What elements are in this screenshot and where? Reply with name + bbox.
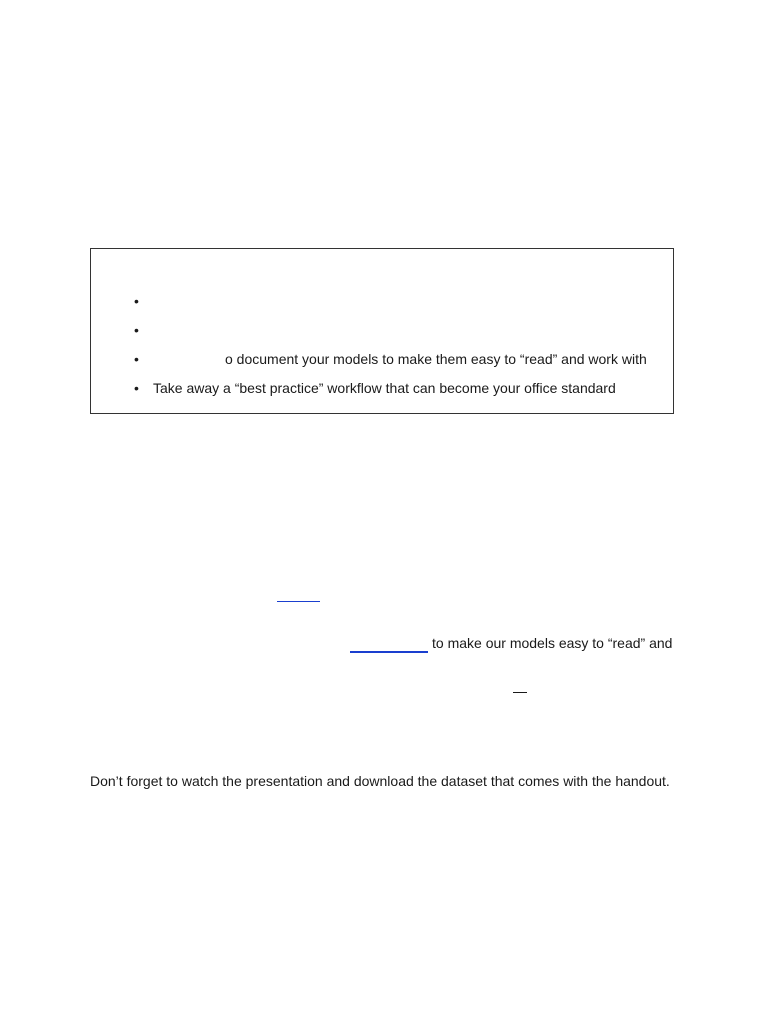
dash-mark: [513, 692, 527, 693]
learning-objectives-box: [90, 248, 674, 414]
bullet-icon: •: [134, 351, 139, 367]
objective-text: Take away a “best practice” workflow that can become your office standard: [153, 380, 616, 396]
body-text-line: to make our models easy to “read” and: [432, 635, 673, 651]
hyperlink-underline[interactable]: [277, 601, 320, 602]
objective-text: o document your models to make them easy to “read” and work with: [225, 351, 647, 367]
hyperlink-underline[interactable]: [350, 651, 428, 653]
bullet-icon: •: [134, 293, 139, 309]
list-item: [91, 287, 673, 316]
bullet-icon: •: [134, 322, 139, 338]
list-item: [91, 345, 673, 374]
list-item: [91, 374, 673, 403]
bullet-icon: •: [134, 380, 139, 396]
closing-paragraph: Don’t forget to watch the presentation and download the dataset that comes with the handout.: [90, 773, 670, 789]
list-item: [91, 316, 673, 345]
objectives-list: [91, 287, 673, 403]
